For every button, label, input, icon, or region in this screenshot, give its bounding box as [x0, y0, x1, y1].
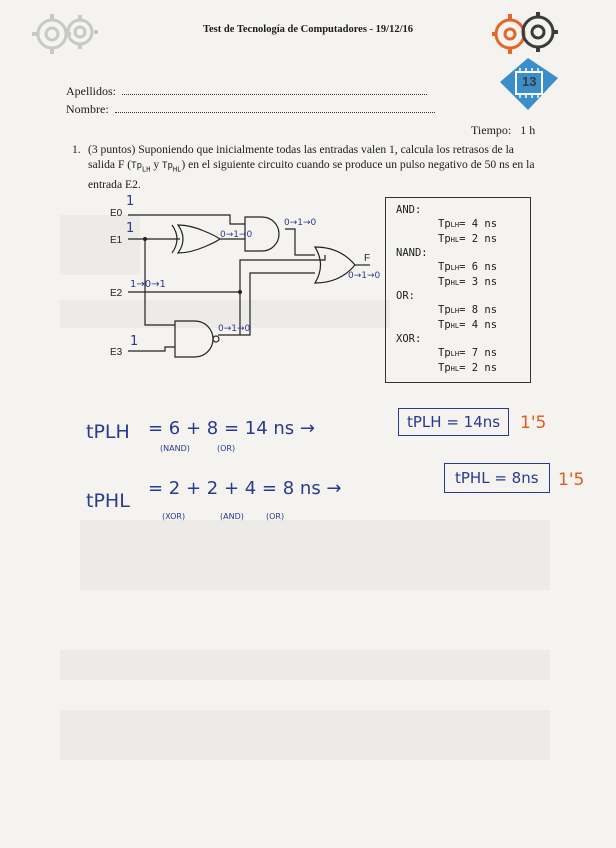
delay-lh-sub: LH [450, 350, 460, 358]
delay-hl-sub: HL [450, 236, 460, 244]
hand-or-out: 0→1→0 [348, 271, 380, 281]
delay-gate-name: NAND: [396, 247, 428, 259]
delay-gate-0 [396, 204, 530, 247]
delay-lh [396, 217, 530, 232]
bleed-through-4 [60, 650, 550, 680]
delay-hl-sub: HL [450, 365, 460, 373]
delay-lh-sub: LH [450, 221, 460, 229]
delay-lh-sub: LH [450, 264, 460, 272]
question-connector: y [150, 158, 163, 171]
delay-gate-name: XOR: [396, 333, 422, 345]
delay-lh-value: = 4 ns [459, 218, 498, 230]
plh-score: 1'5 [520, 413, 547, 433]
gear-logo-right-icon [488, 6, 568, 114]
plh-annot-or: (OR) [217, 444, 236, 453]
delay-gate-1 [396, 247, 530, 290]
delay-lh-value: = 7 ns [459, 347, 498, 359]
name-line[interactable] [115, 102, 435, 113]
delay-hl-sub: HL [450, 279, 460, 287]
delay-hl [396, 318, 530, 333]
phl-annot-or: (OR) [266, 512, 285, 521]
delay-hl-symbol: Tp [438, 319, 451, 331]
delay-lh-symbol: Tp [438, 261, 451, 273]
delay-hl-symbol: Tp [438, 276, 451, 288]
logic-circuit [100, 185, 380, 370]
surname-label: Apellidos: [66, 84, 116, 98]
tphl-symbol: Tp [162, 161, 173, 171]
delay-hl [396, 361, 530, 376]
time-row [471, 123, 535, 138]
delay-gate-3 [396, 333, 530, 376]
delay-lh-symbol: Tp [438, 218, 451, 230]
input-e1: E1 [110, 235, 123, 246]
delay-lh [396, 303, 530, 318]
delay-gate-name: AND: [396, 204, 422, 216]
bleed-through-3 [80, 520, 550, 590]
tphl-sub: HL [172, 165, 182, 174]
time-value: 1 h [520, 123, 536, 137]
phl-annot-and: (AND) [220, 512, 244, 521]
tplh-sub: LH [142, 165, 151, 174]
plh-annot-nand: (NAND) [160, 444, 190, 453]
delay-gate-name: OR: [396, 290, 415, 302]
input-e2: E2 [110, 288, 123, 299]
hand-and-out: 0→1→0 [284, 218, 317, 228]
hand-nand-out: 0→1→0 [218, 324, 251, 334]
surname-row [66, 84, 427, 99]
plh-expression: = 6 + 8 = 14 ns → [148, 418, 315, 439]
delay-lh [396, 260, 530, 275]
delay-hl-symbol: Tp [438, 362, 451, 374]
delay-hl-sub: HL [450, 322, 460, 330]
surname-line[interactable] [122, 84, 427, 95]
input-e0: E0 [110, 208, 123, 219]
page-title: Test de Tecnología de Computadores - 19/12/16 [202, 24, 414, 35]
phl-boxed: tPHL = 8ns [444, 463, 550, 493]
plh-boxed: tPLH = 14ns [398, 408, 509, 436]
delays-list [396, 204, 530, 376]
delay-hl-value: = 2 ns [459, 233, 498, 245]
question-number: 1. [72, 143, 81, 156]
hand-e2: 1→0→1 [130, 279, 166, 290]
delay-hl-value: = 3 ns [459, 276, 498, 288]
phl-annot-xor: (XOR) [162, 512, 186, 521]
delay-lh-sub: LH [450, 307, 460, 315]
logo-badge: 13 [522, 74, 537, 89]
tplh-symbol: Tp [131, 161, 142, 171]
question-text-b: ) en el siguiente circuito cuando se produce un pulso negativo de 50 ns en la entrada E2. [88, 158, 535, 192]
output-f: F [364, 253, 371, 264]
delay-hl [396, 232, 530, 247]
delay-lh-value: = 8 ns [459, 304, 498, 316]
phl-label: tPHL [86, 490, 130, 512]
phl-score: 1'5 [558, 470, 585, 490]
name-label: Nombre: [66, 102, 109, 116]
delay-hl-value: = 4 ns [459, 319, 498, 331]
bleed-through-5 [60, 710, 550, 760]
delay-gate-2 [396, 290, 530, 333]
delay-hl-symbol: Tp [438, 233, 451, 245]
delay-lh-symbol: Tp [438, 347, 451, 359]
hand-e1: 1 [126, 221, 135, 236]
delay-lh-value: = 6 ns [459, 261, 498, 273]
hand-e3: 1 [130, 334, 139, 349]
hand-e0: 1 [126, 194, 135, 209]
input-e3: E3 [110, 347, 123, 358]
delays-table [385, 197, 531, 383]
plh-label: tPLH [86, 421, 130, 443]
name-row [66, 102, 435, 117]
hand-xor-out: 0→1→0 [220, 230, 253, 240]
delay-lh-symbol: Tp [438, 304, 451, 316]
phl-expression: = 2 + 2 + 4 = 8 ns → [148, 478, 342, 499]
delay-hl-value: = 2 ns [459, 362, 498, 374]
delay-lh [396, 346, 530, 361]
time-label: Tiempo: [471, 123, 512, 137]
delay-hl [396, 275, 530, 290]
question-text-a: (3 puntos) Suponiendo que inicialmente todas las entradas valen 1, calcula los retrasos de la salida F ( [88, 143, 514, 171]
